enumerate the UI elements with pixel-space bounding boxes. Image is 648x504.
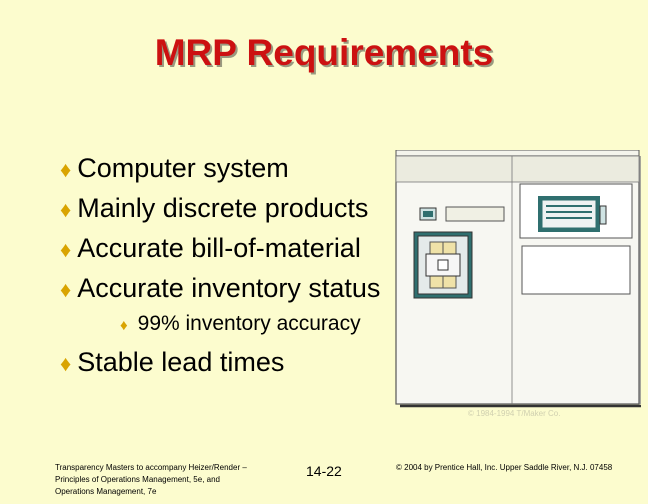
diamond-icon: ♦ xyxy=(60,277,72,302)
bullet-text: Accurate inventory status xyxy=(77,273,381,303)
bullet-item xyxy=(60,188,368,228)
sub-bullet-item xyxy=(120,309,361,341)
page-number: 14-22 xyxy=(306,463,342,479)
bullet-text: Computer system xyxy=(77,153,289,183)
slide-title: MRP Requirements xyxy=(154,32,494,73)
sub-bullet-text: 99% inventory accuracy xyxy=(137,312,361,335)
footer-source: Transparency Masters to accompany Heizer/Render – Principles of Operations Management, 5e, and Operations Management, 7e xyxy=(55,463,247,496)
bullet-item xyxy=(60,342,284,382)
bullet-item xyxy=(60,228,361,268)
bullet-text: Accurate bill-of-material xyxy=(77,233,361,263)
clipart-credit: © 1984-1994 T/Maker Co. xyxy=(468,409,561,418)
diamond-icon: ♦ xyxy=(60,157,72,182)
diamond-icon: ♦ xyxy=(120,317,128,334)
bullet-item xyxy=(60,148,289,188)
diamond-icon: ♦ xyxy=(60,197,72,222)
footer-copyright: © 2004 by Prentice Hall, Inc. Upper Saddle River, N.J. 07458 xyxy=(396,463,613,472)
diamond-icon: ♦ xyxy=(60,351,72,376)
bullet-item xyxy=(60,268,380,308)
bullet-text: Mainly discrete products xyxy=(77,193,369,223)
diamond-icon: ♦ xyxy=(60,237,72,262)
mainframe-computer-clipart xyxy=(394,150,641,408)
bullet-text: Stable lead times xyxy=(77,347,285,377)
